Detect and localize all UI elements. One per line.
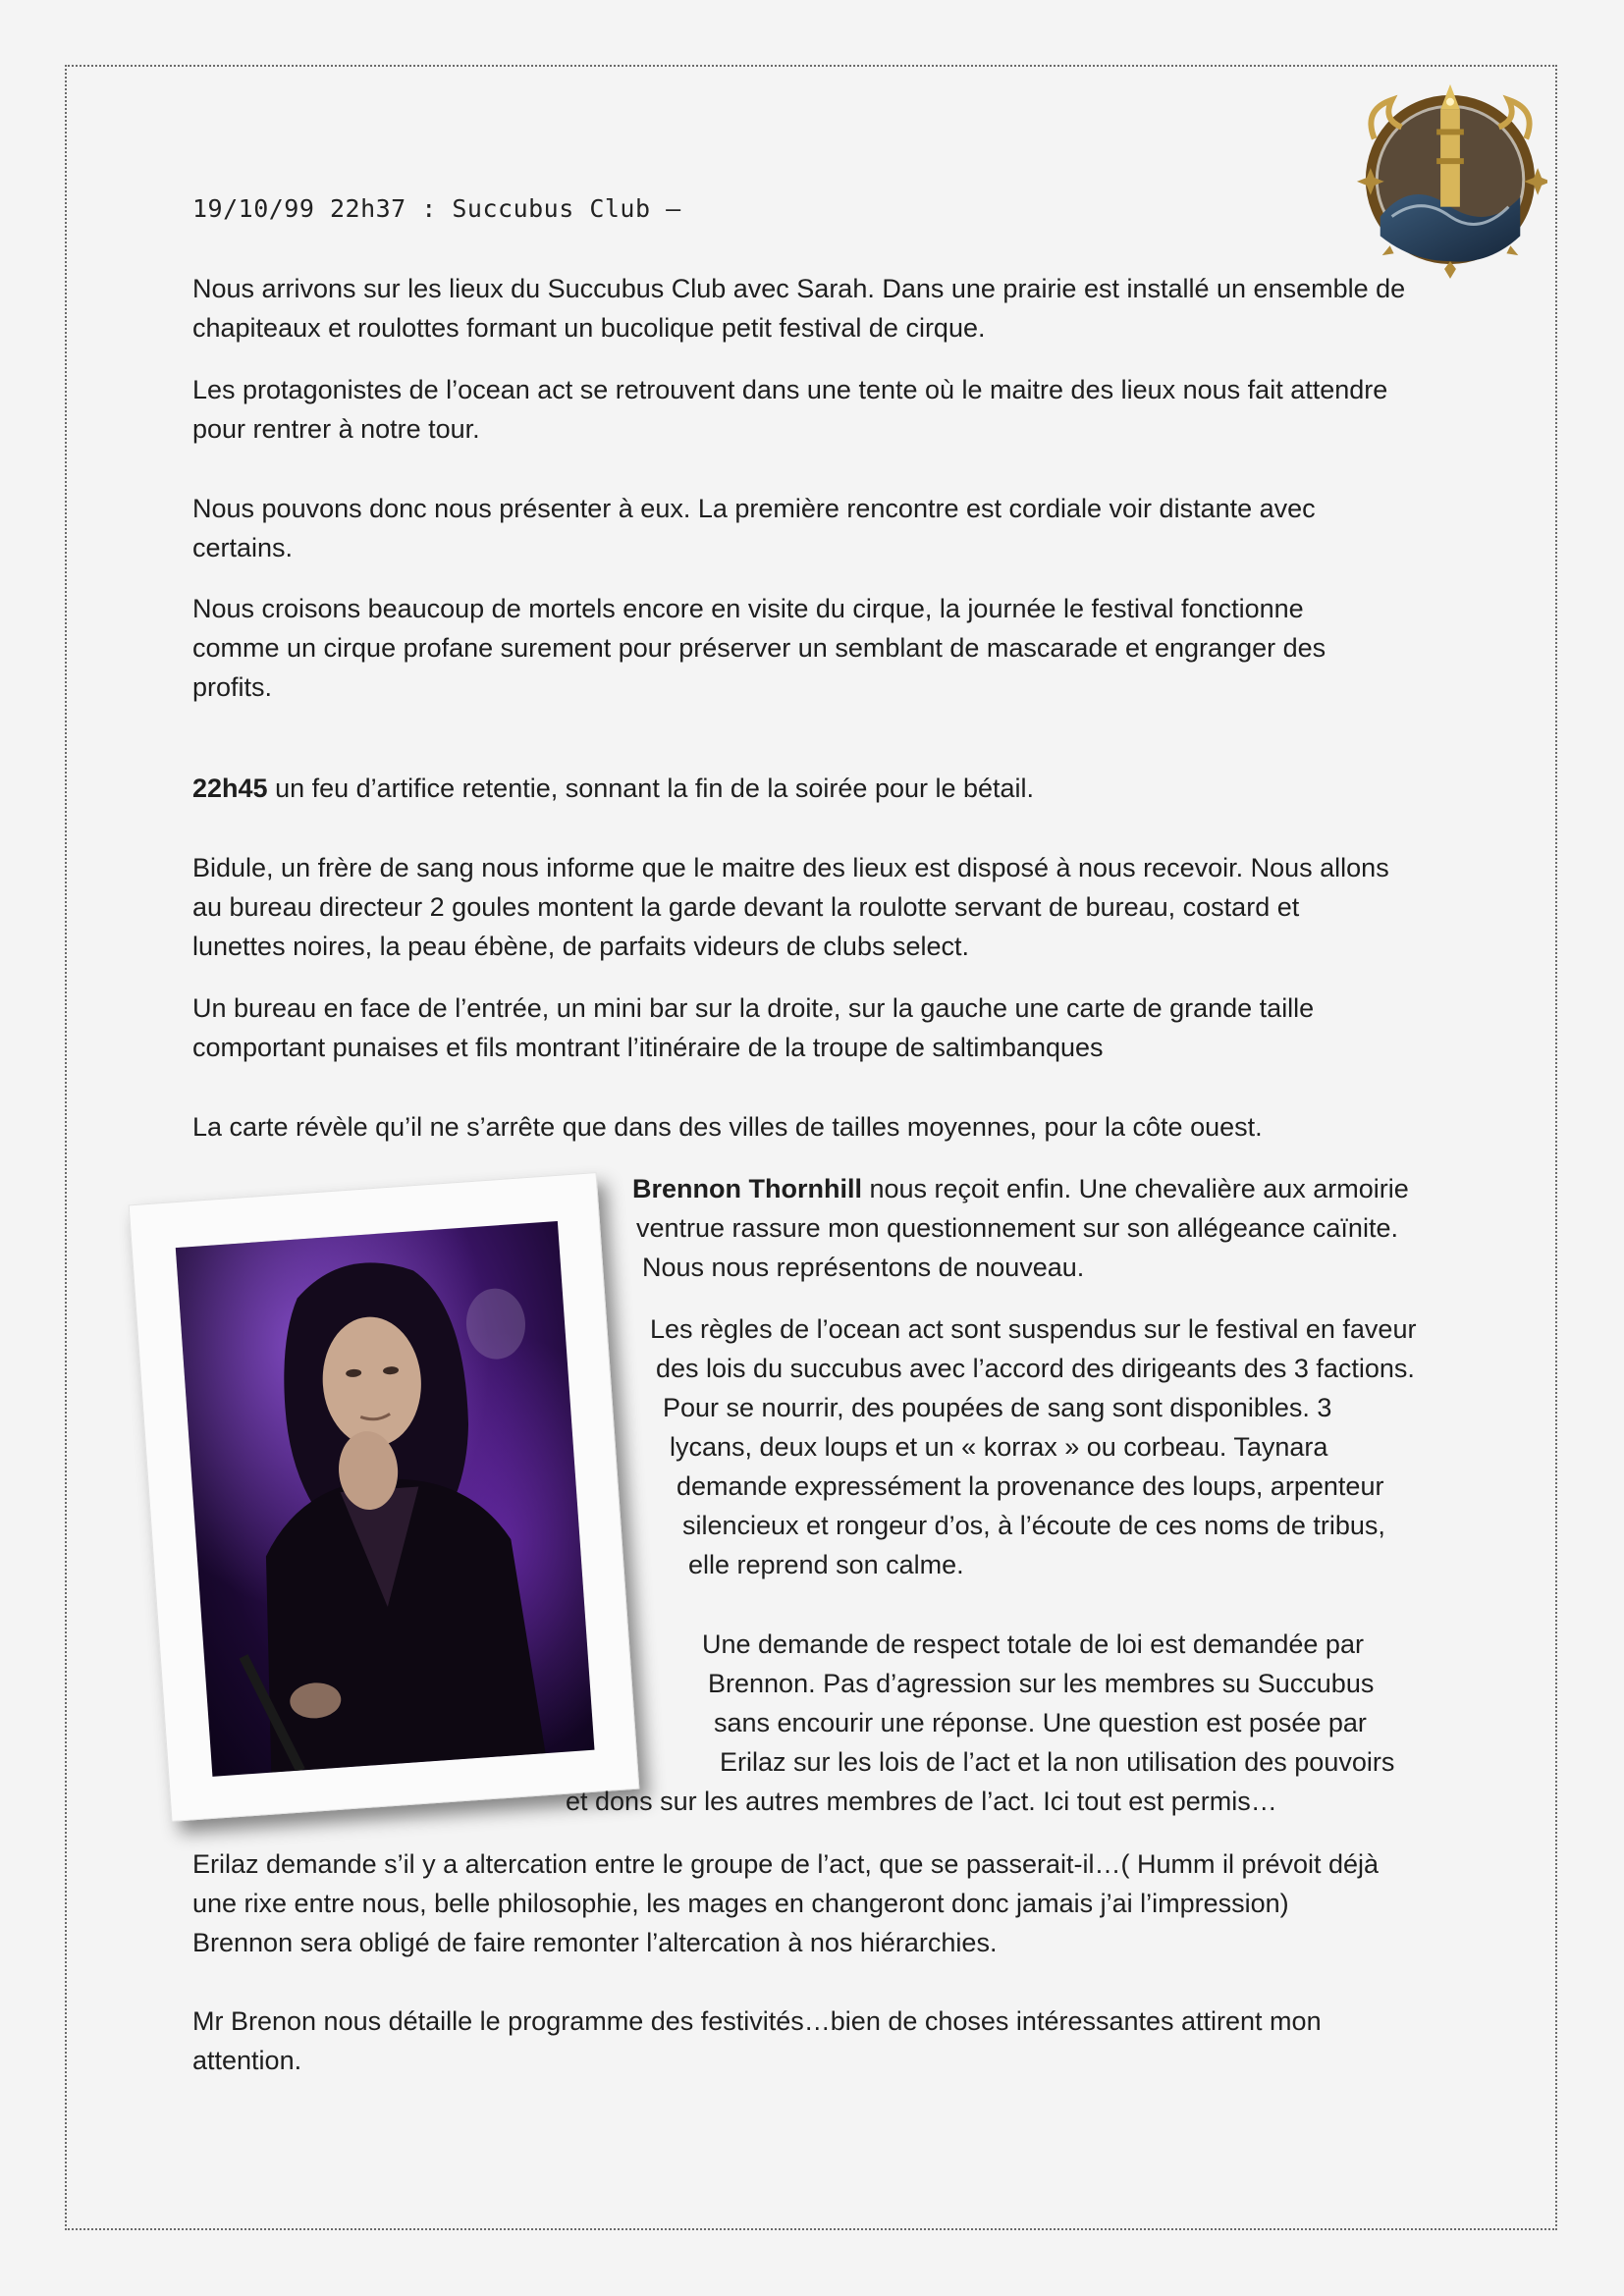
paragraph-line	[632, 1169, 1409, 1208]
paragraph-line: Les protagonistes de l’ocean act se retrouvent dans une tente où le maitre des lieux nous fait attendre	[192, 375, 1388, 404]
paragraph-line: comportant punaises et fils montrant l’itinéraire de la troupe de saltimbanques	[192, 1033, 1104, 1062]
paragraph-line: lunettes noires, la peau ébène, de parfaits videurs de clubs select.	[192, 932, 969, 961]
paragraph-line: profits.	[192, 672, 273, 702]
lighthouse-emblem-icon	[1353, 71, 1547, 279]
paragraph-line: silencieux et rongeur d’os, à l’écoute de ces noms de tribus,	[682, 1511, 1385, 1540]
portrait-image	[176, 1221, 595, 1777]
paragraph-line: Bidule, un frère de sang nous informe que le maitre des lieux est disposé à nous recevoir. Nous allons	[192, 853, 1389, 882]
paragraph-line: Brennon. Pas d’agression sur les membres su Succubus	[708, 1669, 1375, 1698]
paragraph-line: Nous pouvons donc nous présenter à eux. La première rencontre est cordiale voir distante avec	[192, 494, 1316, 523]
paragraph-text: nous reçoit enfin. Une chevalière aux armoirie	[861, 1174, 1409, 1203]
paragraph-line: Nous arrivons sur les lieux du Succubus Club avec Sarah. Dans une prairie est installé un ensemble de	[192, 274, 1406, 303]
paragraph-line: lycans, deux loups et un « korrax » ou corbeau. Taynara	[670, 1432, 1328, 1462]
paragraph-line: Un bureau en face de l’entrée, un mini bar sur la droite, sur la gauche une carte de grande taille	[192, 993, 1315, 1023]
paragraph-line: pour rentrer à notre tour.	[192, 414, 480, 444]
paragraph-line: Pour se nourrir, des poupées de sang sont disponibles. 3	[663, 1393, 1332, 1422]
paragraph-line: ventrue rassure mon questionnement sur son allégeance caïnite.	[636, 1213, 1398, 1243]
paragraph-line: Une demande de respect totale de loi est demandée par	[702, 1629, 1364, 1659]
paragraph-line: Mr Brenon nous détaille le programme des festivités…bien de choses intéressantes attirent mon	[192, 2006, 1322, 2036]
paragraph-line: elle reprend son calme.	[688, 1550, 964, 1579]
paragraph-line: certains.	[192, 533, 294, 562]
paragraph-line: et dons sur les autres membres de l’act. Ici tout est permis…	[566, 1787, 1277, 1816]
paragraph-line: demande expressément la provenance des loups, arpenteur	[677, 1471, 1384, 1501]
portrait-figure-icon	[176, 1221, 595, 1777]
paragraph-line: chapiteaux et roulottes formant un bucolique petit festival de cirque.	[192, 313, 986, 343]
paragraph-line: Brennon sera obligé de faire remonter l’altercation à nos hiérarchies.	[192, 1928, 998, 1957]
paragraph-text: un feu d’artifice retentie, sonnant la fin de la soirée pour le bétail.	[267, 774, 1035, 803]
time-label: 22h45	[192, 774, 268, 803]
paragraph-line: Erilaz sur les lois de l’act et la non utilisation des pouvoirs	[720, 1747, 1395, 1777]
paragraph-line: Nous nous représentons de nouveau.	[642, 1253, 1085, 1282]
paragraph-line: sans encourir une réponse. Une question est posée par	[714, 1708, 1367, 1737]
paragraph-line: La carte révèle qu’il ne s’arrête que dans des villes de tailles moyennes, pour la côte ouest.	[192, 1112, 1263, 1142]
paragraph-line: Erilaz demande s’il y a altercation entre le groupe de l’act, que se passerait-il…( Humm il prévoit déjà	[192, 1849, 1380, 1879]
paragraph-line: une rixe entre nous, belle philosophie, les mages en changeront donc jamais j’ai l’impression)	[192, 1889, 1289, 1918]
character-name: Brennon Thornhill	[632, 1174, 862, 1203]
portrait-photo	[129, 1172, 640, 1822]
paragraph-line: comme un cirque profane surement pour préserver un semblant de mascarade et engranger des	[192, 633, 1326, 663]
paragraph-line: des lois du succubus avec l’accord des dirigeants des 3 factions.	[656, 1354, 1415, 1383]
paragraph-line: Les règles de l’ocean act sont suspendus sur le festival en faveur	[650, 1314, 1417, 1344]
photo-frame	[129, 1172, 640, 1822]
paragraph-line	[192, 769, 1034, 808]
paragraph-line: au bureau directeur 2 goules montent la garde devant la roulotte servant de bureau, costard et	[192, 892, 1300, 922]
paragraph-line: Nous croisons beaucoup de mortels encore en visite du cirque, la journée le festival fonctionne	[192, 594, 1304, 623]
entry-heading: 19/10/99 22h37 : Succubus Club –	[192, 194, 681, 223]
paragraph-line: attention.	[192, 2046, 302, 2075]
